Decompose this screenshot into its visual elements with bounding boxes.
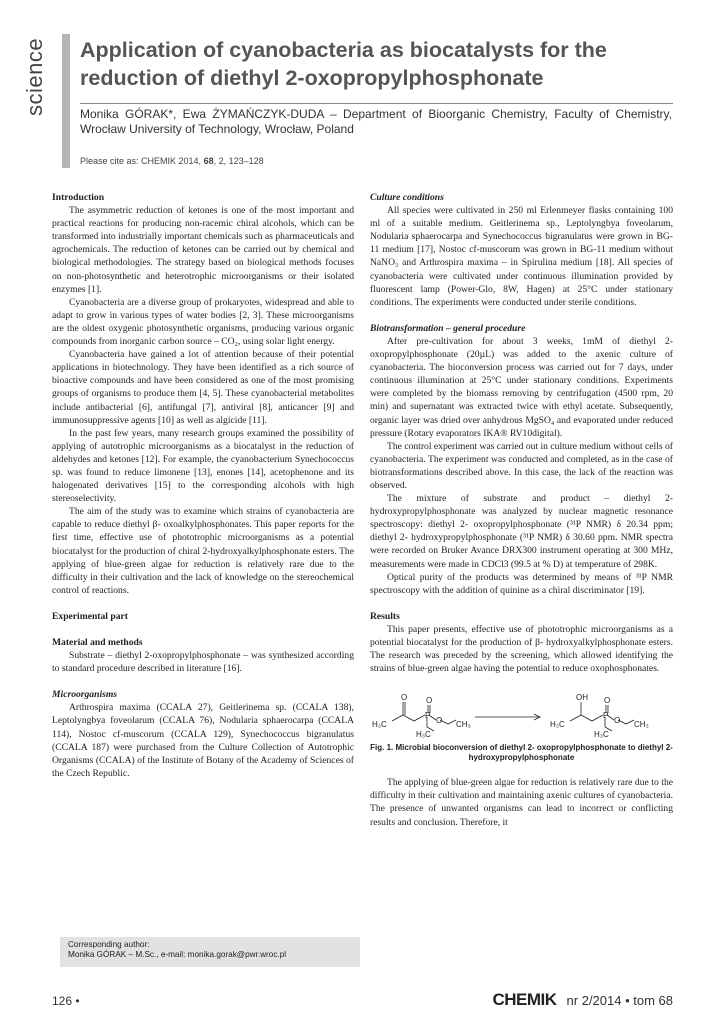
heading-introduction: Introduction [52, 192, 105, 203]
heading-culture: Culture conditions [370, 192, 444, 203]
materials-paragraph: Substrate – diethyl 2-oxopropylphosphonate – was synthesized according to standard procedure described in literature [16]. [52, 650, 354, 675]
citation-line [80, 156, 264, 166]
bio-paragraph-2: The control experiment was carried out in culture medium without cells of cyanobacteria. The experiment was conducted and completed, as in the case of biotransformations described above. In this case, the lack of the reaction was observed. [370, 440, 673, 491]
bio-paragraph-3: The mixture of substrate and product – diethyl 2-hydroxypropylphosphonate was analyzed by nuclear magnetic resonance spectroscopy: diethyl 2- oxopropylphosphonate (³¹P NMR) δ 20.34 ppm; diethyl 2- hydroxypropylphosphonate (³¹P NMR) δ 30.60 ppm. NMR spectra were recorded on Bruker Avance DRX300 instrument operating at 300 MHz, measurements were made in CDCl3 (99.5 at % D) at temperature of 298K. [370, 493, 673, 570]
prod-o2: O [614, 716, 621, 726]
heading-experimental: Experimental part [52, 610, 128, 622]
prod-h3c2: H₃C [594, 730, 609, 740]
bio-paragraph-4: Optical purity of the products was determined by means of ³¹P NMR spectroscopy with the addition of quinine as a chiral discriminator [19]. [370, 571, 673, 596]
culture-paragraph: All species were cultivated in 250 ml Erlenmeyer flasks containing 100 ml of a suitable medium. Geitlerinema sp., Leptolyngbya foveolarum, Nodularia sphaerocarpa and Synechococcus bigranulatus were grown in BG-11 medium [17], Nostoc cf-muscorum was grown in BG-11 medium without NaNO₃ and Arthrospira maxima – in Spirulina medium [18]. All species of cyanobacteria were cultivated under continuous illumination provided by fluorescent lamp (Power-Glo, 8W, Hagen) at 25°C under stationary conditions. The experiments were conducted under sterile conditions. [370, 205, 673, 308]
bio-paragraph-1: After pre-cultivation for about 3 weeks, 1mM of diethyl 2-oxopropylphosphonate (20µL) was added to the axenic culture of cyanobacteria. The bioconversion process was carried out for 7 days, under continuous illumination at 25°C under stationary conditions. Experiments were completed by the biomass removing by centrifugation (4500 rpm, 20 min) and supernatant was extracted twice with ethyl acetate. Subsequently, organic layer was dried over anhydrous MgSO₄ and evaporated under reduced pressure (Rotary evaporators IKA® RV10digital). [370, 335, 673, 439]
heading-materials: Material and methods [52, 637, 143, 648]
final-paragraph: The applying of blue-green algae for reduction is relatively rare due to the difficulty in their cultivation and maintaining axenic cultures of cyanobacteria. The presence of unwanted organisms can lead to incorrect or conflicting results and conclusion. Therefore, it [370, 777, 673, 828]
heading-biotransformation: Biotransformation – general procedure [370, 322, 526, 334]
prod-p: P [603, 711, 609, 721]
intro-paragraph-2: Cyanobacteria are a diverse group of prokaryotes, widespread and able to adapt to grow in various types of water bodies [2, 3]. These microorganisms are the oldest oxygenic photosynthetic organisms, producing various organic compounds from inorganic carbon source – CO₂, using solar light energy. [52, 296, 354, 348]
heading-results: Results [370, 610, 400, 622]
results-paragraph: This paper presents, effective use of phototrophic microorganisms as a potential biocatalyst for the production of β- hydroxyalkylphosphonate esters. The research was preceded by the screening, which allowed identifying the strains of blue-green algae having the potential to reduce oxophosphonates. [370, 623, 673, 675]
chemik-logo: CHEMIK [492, 990, 557, 1009]
corr-label: Corresponding author: [68, 940, 150, 949]
reaction-scheme [370, 683, 673, 741]
corresponding-author-box [60, 937, 360, 967]
sub-p: P [425, 711, 431, 721]
sub-p-o: O [426, 696, 433, 706]
prod-h3c: H₃C [550, 720, 565, 730]
sub-o2: O [436, 716, 443, 726]
intro-paragraph-4: In the past few years, many research groups examined the possibility of applying of autotrophic microorganisms as a biocatalyst in the reduction of aldehydes and ketones [12]. For example, the cyanobacterium Synechococcus sp. was found to reduce limonene [13], enones [14], acetophenone and its halogenated derivatives [15] to the corresponding alcohols with high stereoselectivity. [52, 427, 354, 505]
intro-paragraph-1: The asymmetric reduction of ketones is one of the most important and practical reactions for producing non-racemic chiral alcohols, which can be transformed into industrially important chemicals such as pharmaceuticals and agrochemicals. The reduction of ketones can be carried out by chemical and biological methodologies. The strategy based on biological methods focuses on non-photosynthetic and heterotrophic microorganisms or their isolated enzymes [1]. [52, 205, 354, 295]
cite-volume: 68 [203, 156, 214, 166]
corr-text: Monika GÓRAK – M.Sc., e-mail: monika.gorak@pwr.wroc.pl [68, 950, 287, 959]
issue-info: nr 2/2014 • tom 68 [566, 993, 673, 1008]
left-column [52, 191, 354, 780]
authors-affiliation: Monika GÓRAK*, Ewa ŻYMAŃCZYK-DUDA – Department of Bioorganic Chemistry, Faculty of Chemistry, Wrocław University of Technology, Wrocław, Poland [80, 107, 672, 136]
sub-h3c: H₃C [372, 720, 387, 730]
article-title: Application of cyanobacteria as biocatalysts for the reduction of diethyl 2-oxopropylphosphonate [80, 38, 607, 90]
cite-suffix: , 2, 123–128 [213, 156, 264, 166]
intro-paragraph-3: Cyanobacteria have gained a lot of attention because of their potential applications in biotechnology. They have been identified as a rich source of bioactive compounds and have been considered as one of the most promising groups of organisms to produce them [4, 5]. These cyanobacterial metabolites include antibacterial [6], antifungal [7], antiviral [8], anticancer [9] and immunosuppressive agents [10] as well as algicide [11]. [52, 349, 354, 426]
prod-p-o: O [604, 696, 611, 706]
journal-footer [492, 990, 673, 1010]
prod-oh: OH [576, 693, 588, 703]
page-number: 126 • [52, 994, 80, 1008]
title-accent-bar [62, 34, 70, 168]
cite-prefix: Please cite as: CHEMIK 2014, [80, 156, 202, 166]
intro-paragraph-5: The aim of the study was to examine which strains of cyanobacteria are capable to reduce diethyl β- oxoalkylphosphonates. This paper reports for the first time, effective use of phototrophic microorganisms as a potential biocatalyst for the production of chiral 2-hydroxyalkylphosphonate esters. The applying of blue-green algae for reduction is relatively rare due to the difficulty in their cultivation and the lack of knowledge on the stereochemical control of reactions. [52, 506, 354, 596]
prod-ch3: CH₃ [634, 720, 649, 730]
sub-ch3: CH₃ [456, 720, 471, 730]
heading-microorganisms: Microorganisms [52, 689, 118, 701]
title-rule [80, 103, 673, 104]
figure-caption: Fig. 1. Microbial bioconversion of diethyl 2- oxopropylphosphonate to diethyl 2-hydroxypropylphosphonate [370, 743, 673, 763]
sub-h3c2: H₃C [416, 730, 431, 740]
section-label: science [22, 37, 47, 116]
sub-o: O [401, 693, 408, 703]
microorganisms-paragraph: Arthrospira maxima (CCALA 27), Geitlerinema sp. (CCALA 138), Leptolyngbya foveolarum (CCALA 76), Nodularia sphaerocarpa (CCALA 114), Nostoc cf-muscorum (CCALA 129), Synechococcus bigranulatus (CCALA 187) were purchased from the Culture Collection of Autotrophic Organisms (CCALA) of the Institute of Botany of the Academy of Sciences of the Czech Republic. [52, 702, 354, 779]
right-column [370, 191, 673, 829]
